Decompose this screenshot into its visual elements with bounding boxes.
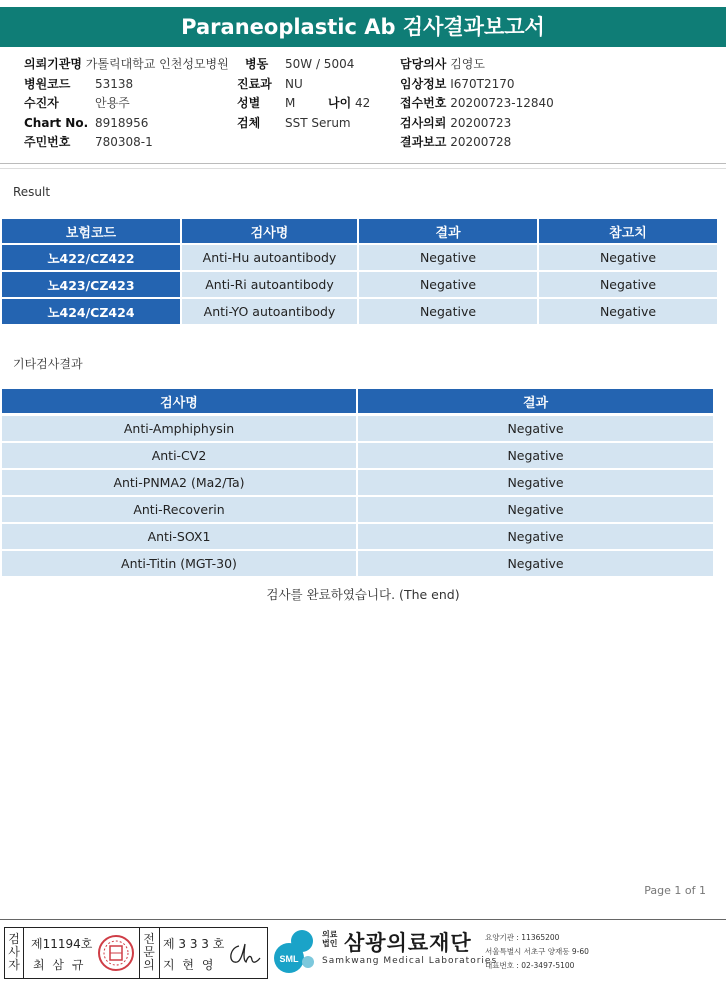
other-header-test: 검사명 [2,389,356,413]
other-row-result: Negative [358,443,713,468]
patient-label: 수진자 [24,96,59,110]
result-row-test: Anti-YO autoantibody [182,299,357,324]
request-date-value: 20200723 [450,116,512,130]
org-type: 의료 법인 [322,930,338,948]
tester-label: 검사자 [8,932,20,972]
other-header-result: 결과 [358,389,713,413]
tester-seal-icon [97,934,135,972]
tester-name: 최 삼 규 [33,958,86,972]
other-row-test: Anti-CV2 [2,443,356,468]
clinical-label: 임상정보 [400,77,447,91]
other-row-result: Negative [358,524,713,549]
info-specimen [237,116,260,130]
confirmer-label: 전문의 [143,932,155,972]
info-hospital-code-value [95,77,133,91]
info-patient-value [95,96,130,110]
signature-icon [225,938,263,970]
doctor-value: 김영도 [450,57,485,71]
result-row-result: Negative [359,245,537,270]
other-row-test: Anti-Recoverin [2,497,356,522]
result-row-ref: Negative [539,299,717,324]
result-row-code: 노424/CZ424 [2,299,180,324]
result-header-code: 보험코드 [2,219,180,243]
result-header-test: 검사명 [182,219,357,243]
report-title: Paraneoplastic Ab 검사결과보고서 [181,15,545,39]
hospital-code-value: 53138 [95,77,134,91]
specimen-value: SST Serum [285,116,351,130]
info-age [328,96,370,110]
header-divider-secondary [0,168,726,169]
info-id-value [95,135,153,149]
info-institution [24,57,229,71]
info-hospital-code [24,77,70,91]
info-sex-value [285,96,295,110]
org-english-name: Samkwang Medical Laboratories [322,956,498,966]
result-row-code: 노423/CZ423 [2,272,180,297]
care-code: 요양기관 : 11365200 [485,933,560,942]
tester-license: 제11194호 [31,937,93,951]
confirmer-name: 지 현 영 [163,958,216,972]
result-header-ref: 참고치 [539,219,717,243]
info-ward-value [285,57,354,71]
sex-label: 성별 [237,96,261,110]
result-row-result: Negative [359,299,537,324]
info-clinical [400,77,515,91]
info-receipt [400,96,554,110]
header-divider [0,163,726,164]
info-chart [24,116,88,130]
info-ward [245,57,268,71]
institution-label: 의뢰기관명 [24,57,82,71]
request-date-label: 검사의뢰 [400,116,447,130]
other-row-result: Negative [358,416,713,441]
info-specimen-value [285,116,351,130]
age-value: 42 [355,96,371,110]
receipt-label: 접수번호 [400,96,447,110]
result-header-result: 결과 [359,219,537,243]
logo-text: SML [279,954,299,964]
institution-value: 가톨릭대학교 인천성모병원 [85,57,229,71]
specimen-label: 검체 [237,116,261,130]
end-note: 검사를 완료하였습니다. (The end) [266,587,460,602]
info-doctor [400,57,485,71]
other-section-title: 기타검사결과 [13,357,83,371]
ward-value: 50W / 5004 [285,57,355,71]
id-label: 주민번호 [24,135,71,149]
result-row-test: Anti-Ri autoantibody [182,272,357,297]
result-row-test: Anti-Hu autoantibody [182,245,357,270]
chart-label: Chart No. [24,116,89,130]
info-report-date [400,135,511,149]
result-section-title: Result [13,185,51,199]
signature-box [4,927,268,979]
info-chart-value [95,116,148,130]
sex-value: M [285,96,296,110]
dept-value: NU [285,77,303,91]
info-sex [237,96,260,110]
footer-divider [0,919,726,920]
info-id [24,135,70,149]
info-dept-value [285,77,303,91]
other-row-test: Anti-PNMA2 (Ma2/Ta) [2,470,356,495]
dept-label: 진료과 [237,77,272,91]
receipt-value: 20200723-12840 [450,96,554,110]
other-row-test: Anti-Titin (MGT-30) [2,551,356,576]
other-row-result: Negative [358,551,713,576]
report-date-label: 결과보고 [400,135,447,149]
result-row-result: Negative [359,272,537,297]
info-patient [24,96,59,110]
org-phone: 대표번호 : 02-3497-5100 [485,961,575,970]
ward-label: 병동 [245,57,269,71]
age-label: 나이 [328,96,352,110]
other-row-test: Anti-Amphiphysin [2,416,356,441]
other-row-result: Negative [358,470,713,495]
info-dept [237,77,272,91]
other-row-result: Negative [358,497,713,522]
report-date-value: 20200728 [450,135,512,149]
clinical-value: I670T2170 [450,77,515,91]
chart-value: 8918956 [95,116,149,130]
doctor-label: 담당의사 [400,57,447,71]
result-row-ref: Negative [539,272,717,297]
result-row-ref: Negative [539,245,717,270]
hospital-code-label: 병원코드 [24,77,71,91]
patient-value: 안용주 [95,96,130,110]
info-request-date [400,116,511,130]
org-address: 서울특별시 서초구 양재동 9-60 [485,947,589,956]
org-name: 삼광의료재단 [344,931,472,955]
sml-logo-icon [272,928,318,974]
other-row-test: Anti-SOX1 [2,524,356,549]
confirmer-license: 제 3 3 3 호 [163,937,225,951]
result-row-code: 노422/CZ422 [2,245,180,270]
page-indicator: Page 1 of 1 [644,884,706,897]
id-value: 780308-1 [95,135,153,149]
